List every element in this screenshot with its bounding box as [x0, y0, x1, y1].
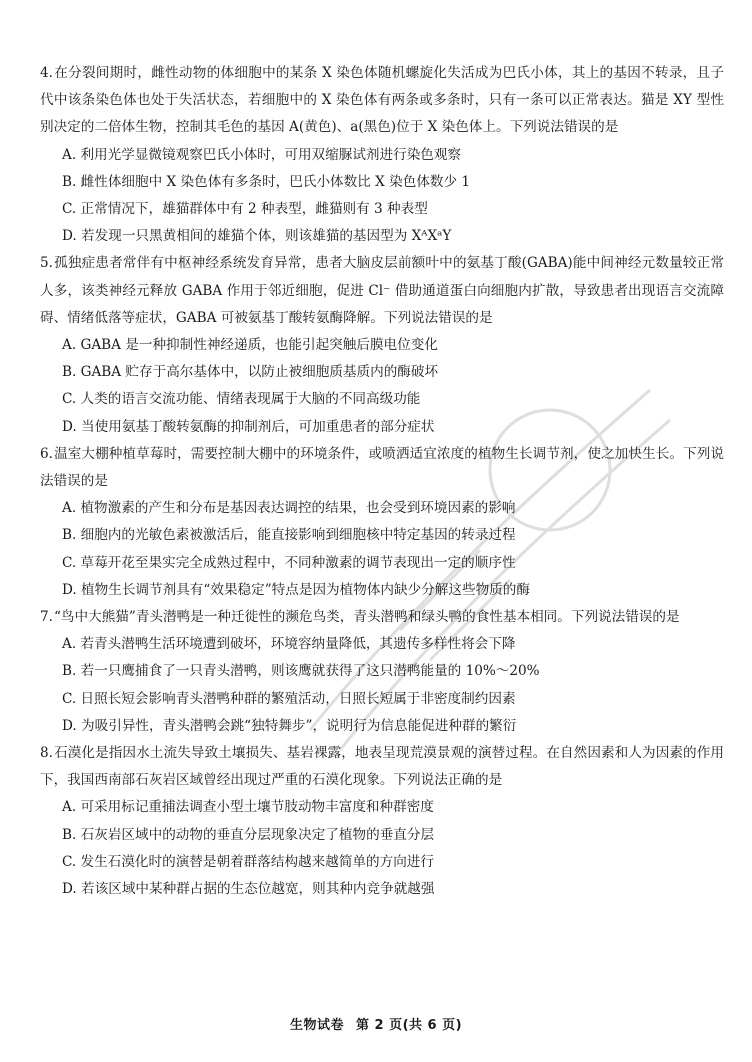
question-stem: “鸟中大熊猫”青头潜鸭是一种迁徙性的濒危鸟类，青头潜鸭和绿头鸭的食性基本相同。下列说法错误的是: [53, 609, 680, 626]
question-number: 8.: [40, 745, 53, 762]
question-list: [40, 60, 724, 903]
option-a: A. 可采用标记重捕法调查小型土壤节肢动物丰富度和种群密度: [62, 799, 434, 816]
question-number: 4.: [40, 65, 53, 81]
question-stem: 温室大棚种植草莓时，需要控制大棚中的环境条件，或喷洒适宜浓度的植物生长调节剂，使之加快生长。下列说法错误的是: [40, 445, 724, 490]
question-number: 6.: [40, 445, 53, 462]
option-b: B. 若一只鹰捕食了一只青头潜鸭，则该鹰就获得了这只潜鸭能量的 10%～20%: [62, 663, 540, 680]
question-6: [40, 441, 724, 604]
question-stem: 孤独症患者常伴有中枢神经系统发育异常，患者大脑皮层前额叶中的氨基丁酸(GABA)能中间神经元数量较正常人多，该类神经元释放 GABA 作用于邻近细胞，促进 Cl⁻ 借助通道蛋白向细胞内扩散，导致患者出现语言交流障碍、情绪低落等症状，GABA 可被氨基丁酸转氨酶降解。下列说法错误的是: [40, 255, 724, 326]
option-a: A. 植物激素的产生和分布是基因表达调控的结果，也会受到环境因素的影响: [62, 500, 516, 517]
question-8: [40, 740, 724, 903]
question-7: [40, 604, 724, 740]
option-c: C. 正常情况下，雄猫群体中有 2 种表型，雌猫则有 3 种表型: [62, 201, 428, 218]
option-b: B. GABA 贮存于高尔基体中，以防止被细胞质基质内的酶破坏: [62, 364, 439, 381]
option-c: C. 人类的语言交流功能、情绪表现属于大脑的不同高级功能: [62, 391, 421, 408]
option-a: A. GABA 是一种抑制性神经递质，也能引起突触后膜电位变化: [62, 337, 438, 354]
option-c: C. 日照长短会影响青头潜鸭种群的繁殖活动，日照长短属于非密度制约因素: [62, 690, 516, 707]
footer-page-number: 第 2 页(共 6 页): [355, 1018, 463, 1033]
question-4: [40, 60, 724, 250]
question-stem: 在分裂间期时，雌性动物的体细胞中的某条 X 染色体随机螺旋化失活成为巴氏小体，其上的基因不转录，且子代中该条染色体也处于失活状态，若细胞中的 X 染色体有两条或多条时，只有一条可以正常表达。猫是 XY 型性别决定的二倍体生物，控制其毛色的基因 A(黄色)、a(黑色)位于 X 染色体上。下列说法错误的是: [40, 65, 724, 136]
option-a: A. 利用光学显微镜观察巴氏小体时，可用双缩脲试剂进行染色观察: [62, 146, 462, 163]
question-number: 7.: [40, 609, 53, 626]
option-c: C. 草莓开花至果实完全成熟过程中，不同种激素的调节表现出一定的顺序性: [62, 554, 516, 571]
option-b: B. 雌性体细胞中 X 染色体有多条时，巴氏小体数比 X 染色体数少 1: [62, 173, 471, 190]
option-d: D. 为吸引异性，青头潜鸭会跳“独特舞步”，说明行为信息能促进种群的繁衍: [62, 717, 517, 734]
option-d: D. 若发现一只黑黄相间的雄猫个体，则该雄猫的基因型为 XᴬXᵃY: [62, 228, 452, 245]
option-a: A. 若青头潜鸭生活环境遭到破坏，环境容纳量降低，其遗传多样性将会下降: [62, 636, 516, 653]
question-stem: 石漠化是指因水土流失导致土壤损失、基岩裸露，地表呈现荒漠景观的演替过程。在自然因素和人为因素的作用下，我国西南部石灰岩区域曾经出现过严重的石漠化现象。下列说法正确的是: [40, 745, 724, 789]
page-footer: [0, 1014, 752, 1033]
question-5: [40, 250, 724, 440]
footer-subject: 生物试卷: [289, 1018, 344, 1033]
option-c: C. 发生石漠化时的演替是朝着群落结构越来越简单的方向进行: [62, 853, 434, 870]
option-d: D. 当使用氨基丁酸转氨酶的抑制剂后，可加重患者的部分症状: [62, 418, 435, 435]
option-d: D. 植物生长调节剂具有“效果稳定”特点是因为植物体内缺少分解这些物质的酶: [62, 581, 530, 598]
option-b: B. 石灰岩区域中的动物的垂直分层现象决定了植物的垂直分层: [62, 826, 435, 843]
question-number: 5.: [40, 255, 53, 272]
option-d: D. 若该区域中某种群占据的生态位越宽，则其种内竞争就越强: [62, 881, 435, 898]
option-b: B. 细胞内的光敏色素被激活后，能直接影响到细胞核中特定基因的转录过程: [62, 527, 516, 544]
